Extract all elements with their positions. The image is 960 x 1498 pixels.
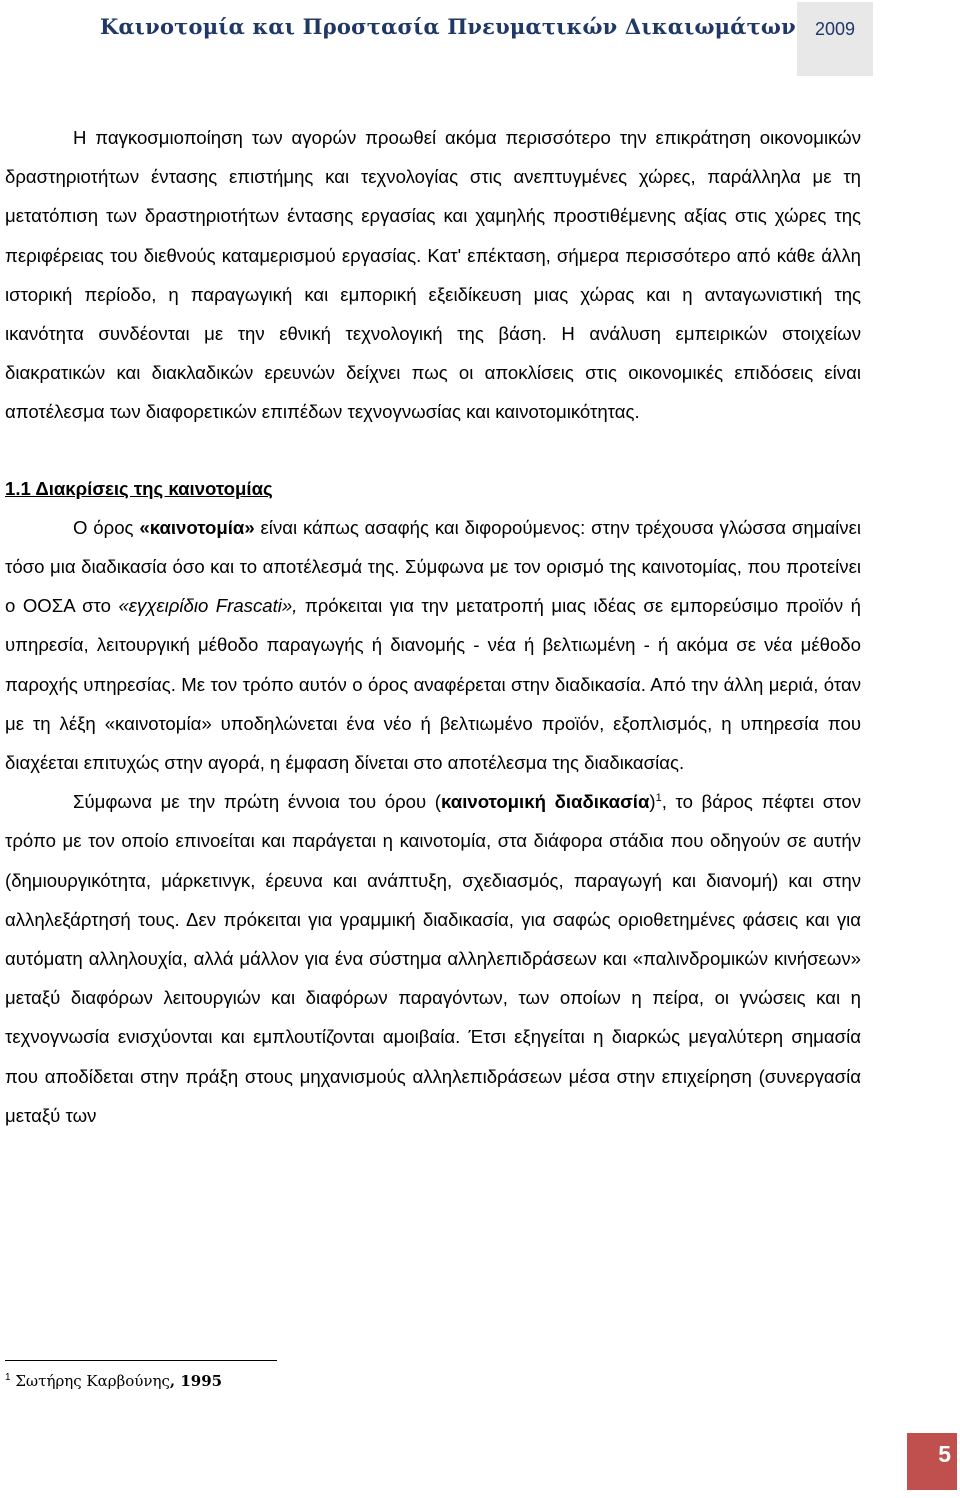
header-year: 2009 [814,19,856,39]
footnote-text: Σωτήρης Καρβούνης [10,1372,170,1390]
page-number: 5 [938,1441,951,1467]
page-header [0,0,960,80]
header-year-box [797,2,873,76]
p2-text-2: είναι κάπως ασαφής και διφορούμενος: στην τρέχουσα γλώσσα σημαίνει τόσο μια διαδικασία όσο και το αποτέλεσμά της. Σύμφωνα με τον ορισμό της καινοτομίας, που προτείνει ο ΟΟΣΑ στο [5,516,862,617]
footnote-separator [5,1360,277,1361]
p3-bold-term: καινοτομική διαδικασία [441,791,650,813]
paragraph-2 [5,508,861,782]
footnote-year: , 1995 [169,1372,223,1390]
header-title: Καινοτομία και Προστασία Πνευματικών Δικαιωμάτων [100,14,796,39]
p3-text-2: ) [649,791,656,813]
footnote-number: 1 [5,1372,11,1383]
p2-italic-term: «εγχειρίδιο Frascati», [118,595,298,617]
p2-text-3: πρόκειται για την μετατροπή μιας ιδέας σε εμπορεύσιμο προϊόν ή υπηρεσία, λειτουργική μέθοδο παραγωγής ή διανομής - νέα ή βελτιωμένη - ή ακόμα σε νέα μέθοδο παροχής υπηρεσίας. Με τον τρόπο αυτόν ο όρος αναφέρεται στην διαδικασία. Από την άλλη μεριά, όταν με τη λέξη «καινοτομία» υποδηλώνεται ένα νέο ή βελτιωμένο προϊόν, εξοπλισμός, η υπηρεσία που διαχέεται επιτυχώς στην αγορά, η έμφαση δίνεται στο αποτέλεσμα της διαδικασίας. [5,595,861,774]
paragraph-3 [5,782,861,1135]
p3-text-3: , το βάρος πέφτει στον τρόπο με τον οποίο επινοείται και παράγεται η καινοτομία, στα διάφορα στάδια που οδηγούν σε αυτήν (δημιουργικότητα, μάρκετινγκ, έρευνα και ανάπτυξη, σχεδιασμός, παραγωγή και διανομή) και στην αλληλεξάρτησή τους. Δεν πρόκειται για γραμμική διαδικασία, για σαφώς οριοθετημένες φάσεις και για αυτόματη αλληλουχία, αλλά μάλλον για ένα σύστημα αλληλεπιδράσεων και «παλινδρομικών κινήσεων» μεταξύ διαφόρων λειτουργιών και διαφόρων παραγόντων, των οποίων η πείρα, οι γνώσεις και η τεχνογνωσία ενισχύονται και εμπλουτίζονται αμοιβαία. Έτσι εξηγείται η διαρκώς μεγαλύτερη σημασία που αποδίδεται στην πράξη στους μηχανισμούς αλληλεπιδράσεων μέσα στην επιχείρηση (συνεργασία μεταξύ των [5,791,861,1126]
document-body [5,118,861,1135]
p3-text-1: Σύμφωνα με την πρώτη έννοια του όρου ( [73,791,442,813]
section-heading: 1.1 Διακρίσεις της καινοτομίας [5,477,273,499]
page-number-box [907,1433,957,1490]
paragraph-1: Η παγκοσμιοποίηση των αγορών προωθεί ακόμα περισσότερο την επικράτηση οικονομικών δραστηριοτήτων έντασης επιστήμης και τεχνολογίας στις ανεπτυγμένες χώρες, παράλληλα με τη μετατόπιση των δραστηριοτήτων έντασης εργασίας και χαμηλής προστιθέμενης αξίας στις χώρες της περιφέρειας του διεθνούς καταμερισμού εργασίας. Κατ' επέκταση, σήμερα περισσότερο από κάθε άλλη ιστορική περίοδο, η παραγωγική και εμπορική εξειδίκευση μιας χώρας και η ανταγωνιστική της ικανότητα συνδέονται με την εθνική τεχνολογική της βάση. Η ανάλυση εμπειρικών στοιχείων διακρατικών και διακλαδικών ερευνών δείχνει πως οι αποκλίσεις στις οικονομικές επιδόσεις είναι αποτέλεσμα των διαφορετικών επιπέδων τεχνογνωσίας και καινοτομικότητας. [5,127,861,423]
p2-bold-term: «καινοτομία» [139,516,255,538]
footnote [5,1372,222,1390]
footnote-reference[interactable]: 1 [655,792,662,805]
p2-text-1: Ο όρος [73,516,140,538]
